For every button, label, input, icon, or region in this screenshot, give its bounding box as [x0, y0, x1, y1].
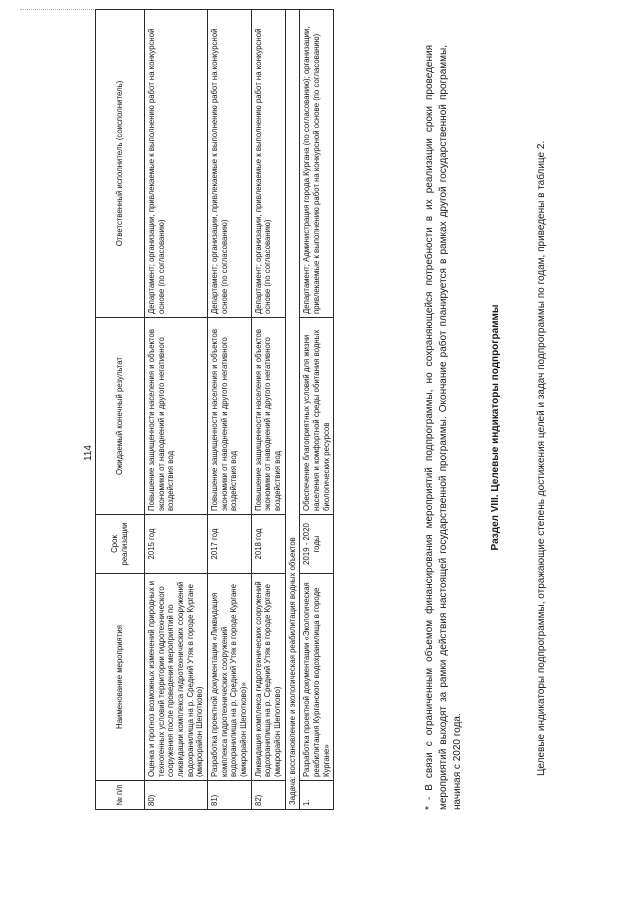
task-row [285, 10, 300, 810]
row-measure-name: Разработка проектной документации «Ликвидация комплекса гидротехнических сооружений водохранилища на р. Средний Утяк в городе Кургане (микрорайон Шепотково)» [207, 574, 251, 781]
row-number: 80) [145, 781, 208, 810]
table-row [207, 10, 251, 810]
task-heading: Задача: восстановление и экологическая реабилитация водных объектов [285, 10, 300, 810]
row-number: 81) [207, 781, 251, 810]
row-term: 2017 год [207, 515, 251, 574]
table-header-row [96, 10, 145, 810]
row-executor: Департамент; Администрация города Кургана (по согласованию); организации, привлекаемые к выполнению работ на конкурсной основе (по согласованию) [300, 10, 334, 318]
row-executor: Департамент; организации, привлекаемые к выполнению работ на конкурсной основе (по согласованию) [207, 10, 251, 318]
row-term: 2015 год [145, 515, 208, 574]
row-term: 2018 год [251, 515, 285, 574]
section-title: Раздел VIII. Целевые индикаторы подпрограммы [490, 304, 501, 551]
row-number: 82) [251, 781, 285, 810]
row-expected-result: Обеспечение благоприятных условий для жизни населения и комфортной среды обитания водных биологических ресурсов [300, 318, 334, 515]
row-measure-name: Разработка проектной документации «Экологическая реабилитация Курганского водохранилища в городе Кургане» [300, 574, 334, 781]
row-term: 2019 - 2020 годы [300, 515, 334, 574]
row-executor: Департамент; организации, привлекаемые к выполнению работ на конкурсной основе (по согласованию) [251, 10, 285, 318]
header-expected-result: Ожидаемый конечный результат [96, 318, 145, 515]
table-row [300, 10, 334, 810]
header-measure-name: Наименование мероприятия [96, 574, 145, 781]
header-term: Срок реализации [96, 515, 145, 574]
row-expected-result: Повышение защищенности населения и объектов экономики от наводнений и другого негативного воздействия вод [145, 318, 208, 515]
body-paragraph: Целевые индикаторы подпрограммы, отражающие степень достижения целей и задач подпрограммы по годам, приведены в таблице 2. [536, 140, 547, 776]
row-executor: Департамент; организации, привлекаемые к выполнению работ на конкурсной основе (по согласованию) [145, 10, 208, 318]
row-number: 1. [300, 781, 334, 810]
measures-table [95, 9, 334, 810]
row-measure-name: Ликвидация комплекса гидротехнических сооружений водохранилища на р. Средний Утяк в городе Кургане (микрорайон Шепотково) [251, 574, 285, 781]
row-expected-result: Повышение защищенности населения и объектов экономики от наводнений и другого негативного воздействия вод [207, 318, 251, 515]
page-number: 114 [83, 445, 94, 461]
table-row [251, 10, 285, 810]
row-expected-result: Повышение защищенности населения и объектов экономики от наводнений и другого негативного воздействия вод [251, 318, 285, 515]
footnote: * - В связи с ограниченным объемом финансирования мероприятий подпрограммы, но сохраняющейся потребности в их реализации сроки проведения мероприятий выходят за рамки действия настоящей государственной программы. Окончание работ планируется в рамках другой государственной программы, начиная с 2020 года. [424, 45, 463, 810]
row-measure-name: Оценка и прогноз возможных изменений природных и техногенных условий территории гидротехнического сооружения после проведения мероприятий по ликвидации комплекса гидротехнических сооружений водохранилища на р. Средний Утяк в городе Кургане (микрорайон Шепотково) [145, 574, 208, 781]
header-executor: Ответственный исполнитель (соисполнитель) [96, 10, 145, 318]
table-row [145, 10, 208, 810]
header-number: № п/п [96, 781, 145, 810]
